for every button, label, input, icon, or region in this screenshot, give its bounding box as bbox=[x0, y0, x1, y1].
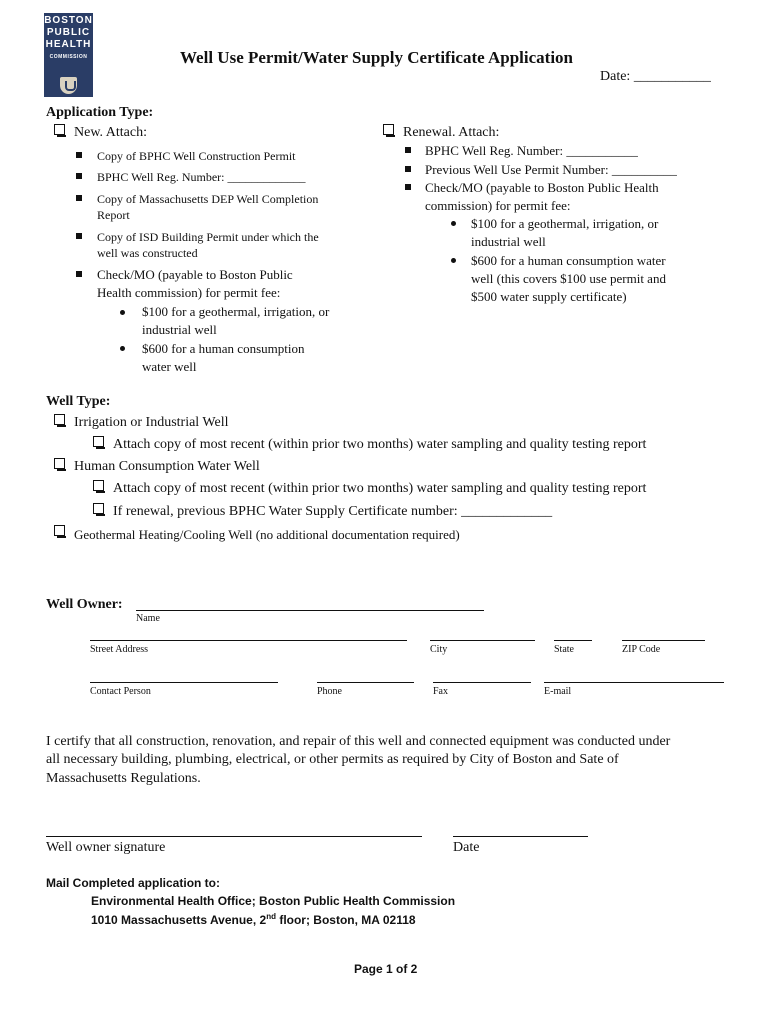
contact-person-label: Contact Person bbox=[90, 686, 151, 697]
state-label: State bbox=[554, 644, 574, 655]
bullet-square-icon bbox=[405, 147, 411, 153]
well-type-heading: Well Type: bbox=[46, 394, 111, 409]
bullet-square-icon bbox=[405, 166, 411, 172]
mail-address-line: Environmental Health Office; Boston Public Health Commission bbox=[91, 894, 456, 908]
bullet-square-icon bbox=[76, 233, 82, 239]
human-renewal-label: If renewal, previous BPHC Water Supply Certificate number: _____________ bbox=[113, 504, 553, 519]
street-address-field[interactable] bbox=[90, 640, 407, 641]
geothermal-label: Geothermal Heating/Cooling Well (no additional documentation required) bbox=[74, 527, 460, 542]
contact-person-field[interactable] bbox=[90, 682, 278, 683]
new-item: Health commission) for permit fee: bbox=[97, 285, 281, 300]
phone-field[interactable] bbox=[317, 682, 414, 683]
certify-text: Massachusetts Regulations. bbox=[46, 771, 201, 786]
new-item: well was constructed bbox=[97, 246, 198, 260]
certify-text: I certify that all construction, renovation, and repair of this well and connected equipment was conducted under bbox=[46, 734, 671, 749]
bullet-dot-icon bbox=[451, 258, 456, 263]
renewal-fee: $100 for a geothermal, irrigation, or bbox=[471, 216, 659, 231]
bullet-square-icon bbox=[76, 152, 82, 158]
zip-code-field[interactable] bbox=[622, 640, 705, 641]
new-fee: $600 for a human consumption bbox=[142, 341, 305, 356]
mail-street: 1010 Massachusetts Avenue, 2 bbox=[91, 913, 267, 927]
page-title: Well Use Permit/Water Supply Certificate Application bbox=[180, 48, 574, 67]
bullet-square-icon bbox=[76, 271, 82, 277]
city-label: City bbox=[430, 644, 448, 655]
new-item: Copy of ISD Building Permit under which the bbox=[97, 230, 319, 244]
renewal-fee: $500 water supply certificate) bbox=[471, 289, 627, 304]
renewal-fee: well (this covers $100 use permit and bbox=[471, 271, 666, 286]
mail-superscript: nd bbox=[266, 912, 276, 921]
phone-label: Phone bbox=[317, 686, 342, 697]
logo-text-commission: COMMISSION bbox=[49, 54, 88, 60]
human-renewal-checkbox[interactable] bbox=[93, 503, 104, 514]
bullet-dot-icon bbox=[451, 221, 456, 226]
mail-address-line bbox=[91, 912, 416, 927]
new-item: BPHC Well Reg. Number: _____________ bbox=[97, 170, 306, 184]
renewal-fee: $600 for a human consumption water bbox=[471, 253, 666, 268]
signature-date-label: Date bbox=[453, 840, 480, 855]
bullet-square-icon bbox=[76, 195, 82, 201]
mail-heading: Mail Completed application to: bbox=[46, 876, 221, 890]
shield-icon bbox=[60, 77, 77, 94]
email-label: E-mail bbox=[544, 686, 572, 697]
fax-field[interactable] bbox=[433, 682, 531, 683]
human-consumption-label: Human Consumption Water Well bbox=[74, 459, 260, 474]
name-field[interactable] bbox=[136, 610, 484, 611]
email-field[interactable] bbox=[544, 682, 724, 683]
new-item: Check/MO (payable to Boston Public bbox=[97, 267, 293, 282]
bullet-square-icon bbox=[76, 173, 82, 179]
irrigation-label: Irrigation or Industrial Well bbox=[74, 415, 229, 430]
logo-text-boston: BOSTON bbox=[44, 15, 93, 26]
application-type-heading: Application Type: bbox=[46, 105, 154, 120]
renewal-label: Renewal. Attach: bbox=[403, 125, 500, 140]
date-field[interactable]: Date: ___________ bbox=[600, 69, 711, 84]
signature-date-field[interactable] bbox=[453, 836, 588, 837]
bullet-dot-icon bbox=[120, 310, 125, 315]
new-item: Report bbox=[97, 208, 130, 222]
renewal-item: BPHC Well Reg. Number: ___________ bbox=[425, 143, 638, 158]
irrigation-attach-label: Attach copy of most recent (within prior two months) water sampling and quality testing report bbox=[113, 437, 647, 452]
bphc-logo bbox=[44, 13, 93, 97]
bullet-dot-icon bbox=[120, 346, 125, 351]
human-attach-checkbox[interactable] bbox=[93, 480, 104, 491]
renewal-item: commission) for permit fee: bbox=[425, 198, 571, 213]
new-label: New. Attach: bbox=[74, 125, 147, 140]
new-item: Copy of Massachusetts DEP Well Completion bbox=[97, 192, 319, 206]
city-field[interactable] bbox=[430, 640, 535, 641]
well-owner-heading: Well Owner: bbox=[46, 597, 123, 612]
irrigation-attach-checkbox[interactable] bbox=[93, 436, 104, 447]
new-checkbox[interactable] bbox=[54, 124, 65, 135]
geothermal-checkbox[interactable] bbox=[54, 525, 65, 536]
owner-signature-label: Well owner signature bbox=[46, 840, 166, 855]
street-address-label: Street Address bbox=[90, 644, 149, 655]
new-fee: $100 for a geothermal, irrigation, or bbox=[142, 304, 330, 319]
logo-text-public: PUBLIC bbox=[46, 27, 91, 38]
new-fee: water well bbox=[142, 359, 197, 374]
new-item: Copy of BPHC Well Construction Permit bbox=[97, 149, 296, 163]
owner-signature-field[interactable] bbox=[46, 836, 422, 837]
human-consumption-checkbox[interactable] bbox=[54, 458, 65, 469]
mail-city: floor; Boston, MA 02118 bbox=[275, 913, 416, 927]
bullet-square-icon bbox=[405, 184, 411, 190]
state-field[interactable] bbox=[554, 640, 592, 641]
certify-text: all necessary building, plumbing, electrical, or other permits as required by City of Boston and Sate of bbox=[46, 752, 619, 767]
fax-label: Fax bbox=[433, 686, 448, 697]
irrigation-checkbox[interactable] bbox=[54, 414, 65, 425]
zip-code-label: ZIP Code bbox=[622, 644, 661, 655]
human-attach-label: Attach copy of most recent (within prior two months) water sampling and quality testing report bbox=[113, 481, 647, 496]
logo-text-health: HEALTH bbox=[45, 39, 92, 50]
new-fee: industrial well bbox=[142, 322, 217, 337]
renewal-item: Check/MO (payable to Boston Public Health bbox=[425, 180, 659, 195]
page-number: Page 1 of 2 bbox=[354, 962, 418, 976]
renewal-item: Previous Well Use Permit Number: __________ bbox=[425, 162, 677, 177]
name-label: Name bbox=[136, 613, 160, 624]
renewal-checkbox[interactable] bbox=[383, 124, 394, 135]
renewal-fee: industrial well bbox=[471, 234, 546, 249]
